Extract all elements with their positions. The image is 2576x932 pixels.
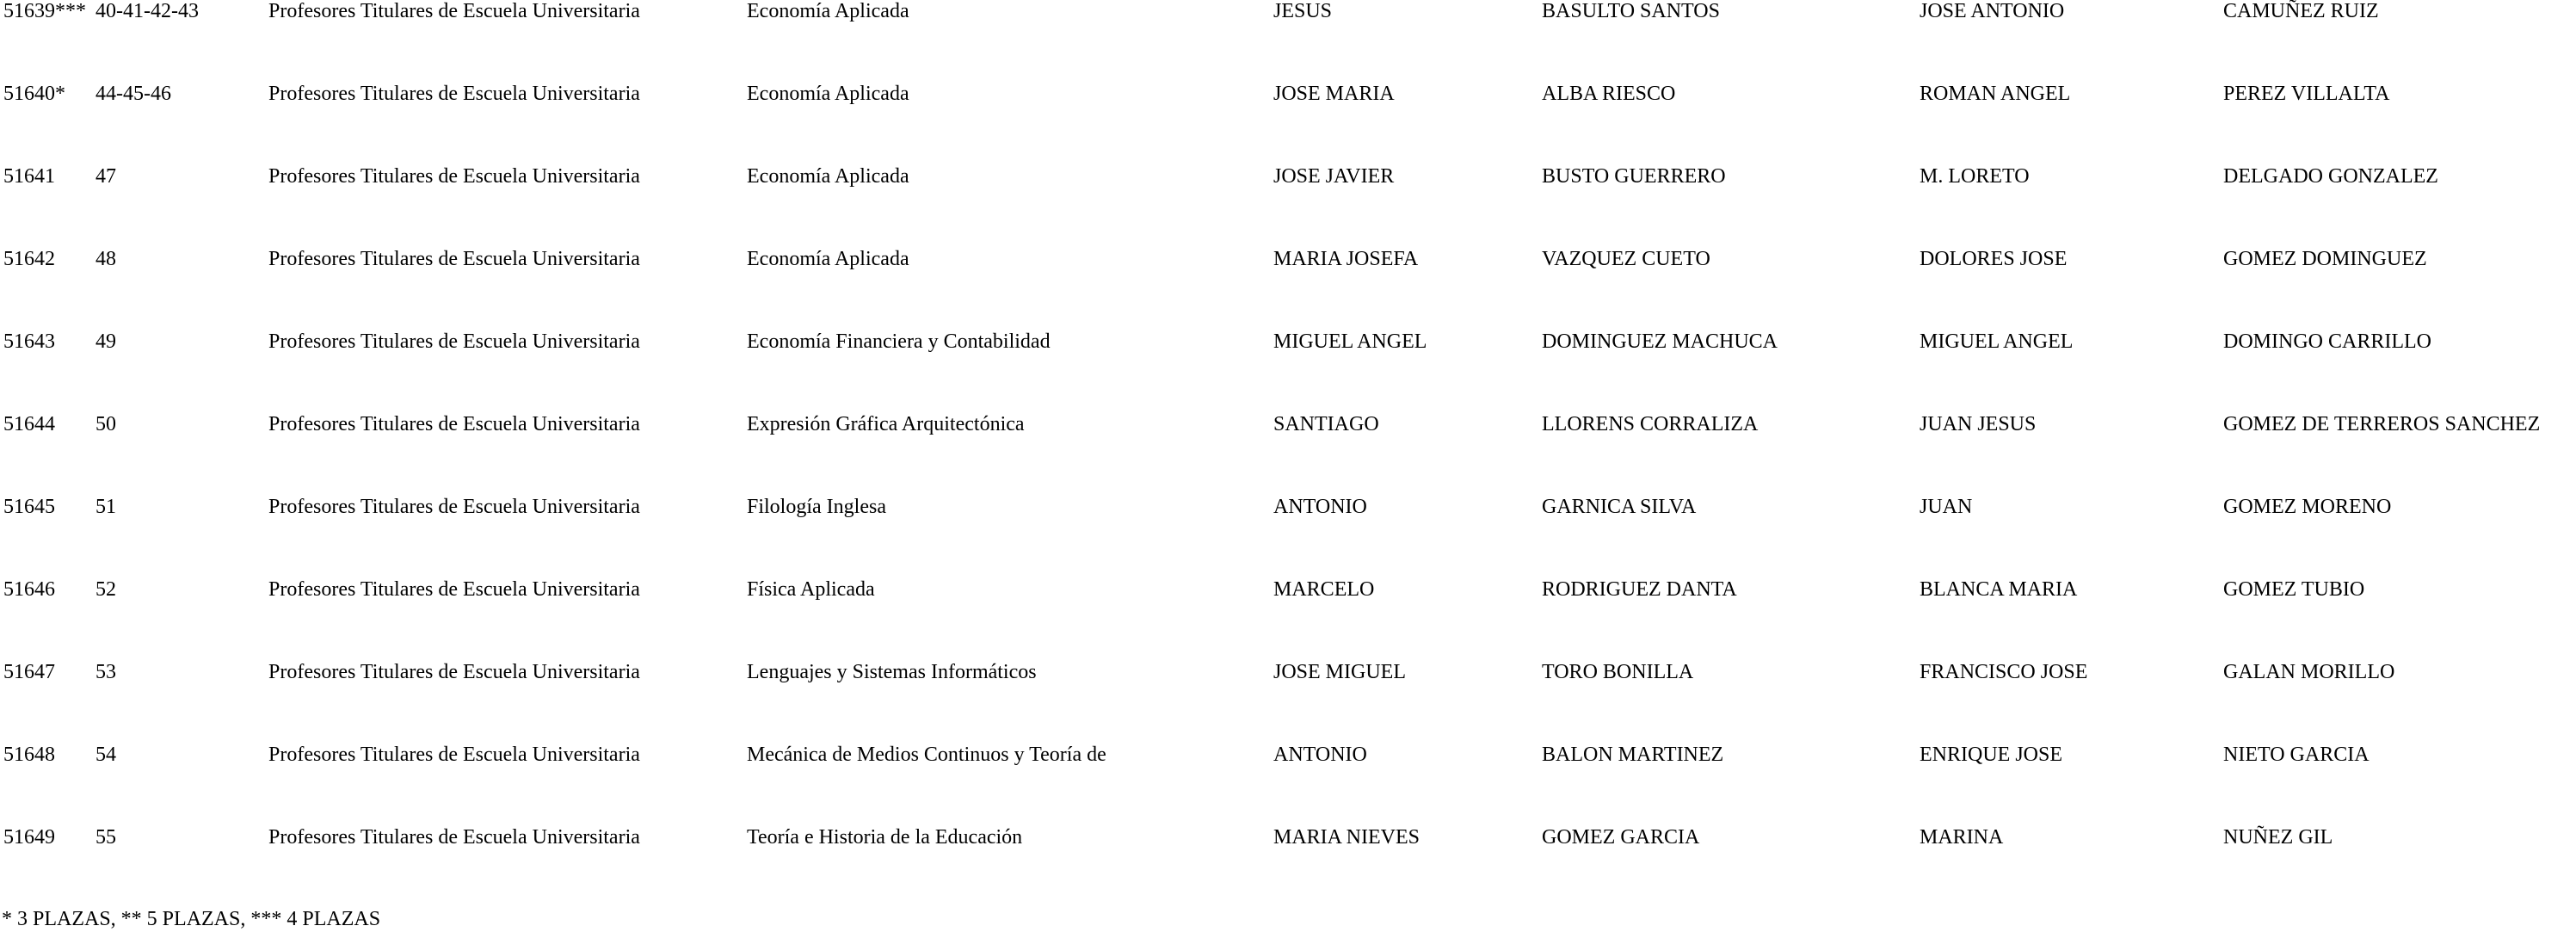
- holder-surname-cell: VAZQUEZ CUETO: [1542, 248, 1710, 270]
- holder-surname-cell: BUSTO GUERRERO: [1542, 165, 1726, 188]
- substitute-first-name-cell: JUAN JESUS: [1920, 413, 2037, 435]
- body-category-cell: Profesores Titulares de Escuela Universitaria: [268, 578, 640, 601]
- substitute-first-name-cell: DOLORES JOSE: [1920, 248, 2068, 270]
- plaza-number-cell: 55: [96, 826, 116, 849]
- table-row: [0, 742, 2576, 768]
- substitute-surname-cell: GOMEZ MORENO: [2223, 496, 2392, 518]
- plaza-code-cell: 51644: [3, 413, 55, 435]
- body-category-cell: Profesores Titulares de Escuela Universitaria: [268, 330, 640, 353]
- knowledge-area-cell: Física Aplicada: [747, 578, 875, 601]
- substitute-surname-cell: GOMEZ DOMINGUEZ: [2223, 248, 2427, 270]
- table-row: [0, 824, 2576, 850]
- substitute-surname-cell: GOMEZ DE TERREROS SANCHEZ: [2223, 413, 2541, 435]
- table-row: [0, 0, 2576, 24]
- substitute-first-name-cell: M. LORETO: [1920, 165, 2030, 188]
- holder-surname-cell: GOMEZ GARCIA: [1542, 826, 1700, 849]
- plaza-code-cell: 51645: [3, 496, 55, 518]
- substitute-first-name-cell: JOSE ANTONIO: [1920, 0, 2065, 22]
- substitute-surname-cell: GOMEZ TUBIO: [2223, 578, 2365, 601]
- holder-surname-cell: DOMINGUEZ MACHUCA: [1542, 330, 1778, 353]
- substitute-first-name-cell: MIGUEL ANGEL: [1920, 330, 2074, 353]
- holder-first-name-cell: SANTIAGO: [1273, 413, 1379, 435]
- table-row: [0, 577, 2576, 602]
- plaza-number-cell: 51: [96, 496, 116, 518]
- plaza-number-cell: 44-45-46: [96, 83, 171, 105]
- holder-surname-cell: BALON MARTINEZ: [1542, 744, 1724, 766]
- knowledge-area-cell: Economía Aplicada: [747, 248, 909, 270]
- plaza-number-cell: 53: [96, 661, 116, 683]
- holder-surname-cell: BASULTO SANTOS: [1542, 0, 1720, 22]
- holder-first-name-cell: JOSE JAVIER: [1273, 165, 1395, 188]
- holder-first-name-cell: JOSE MIGUEL: [1273, 661, 1406, 683]
- knowledge-area-cell: Economía Financiera y Contabilidad: [747, 330, 1051, 353]
- holder-first-name-cell: MIGUEL ANGEL: [1273, 330, 1427, 353]
- holder-first-name-cell: MARIA NIEVES: [1273, 826, 1420, 849]
- holder-surname-cell: GARNICA SILVA: [1542, 496, 1697, 518]
- knowledge-area-cell: Expresión Gráfica Arquitectónica: [747, 413, 1025, 435]
- plaza-code-cell: 51647: [3, 661, 55, 683]
- substitute-surname-cell: DOMINGO CARRILLO: [2223, 330, 2431, 353]
- body-category-cell: Profesores Titulares de Escuela Universitaria: [268, 826, 640, 849]
- plaza-code-cell: 51649: [3, 826, 55, 849]
- knowledge-area-cell: Mecánica de Medios Continuos y Teoría de: [747, 744, 1106, 766]
- body-category-cell: Profesores Titulares de Escuela Universitaria: [268, 744, 640, 766]
- plaza-code-cell: 51641: [3, 165, 55, 188]
- knowledge-area-cell: Lenguajes y Sistemas Informáticos: [747, 661, 1037, 683]
- plaza-code-cell: 51648: [3, 744, 55, 766]
- table-row: [0, 81, 2576, 107]
- holder-first-name-cell: ANTONIO: [1273, 744, 1367, 766]
- substitute-surname-cell: NUÑEZ GIL: [2223, 826, 2333, 849]
- substitute-surname-cell: NIETO GARCIA: [2223, 744, 2370, 766]
- substitute-first-name-cell: FRANCISCO JOSE: [1920, 661, 2088, 683]
- plaza-number-cell: 54: [96, 744, 116, 766]
- substitute-first-name-cell: ROMAN ANGEL: [1920, 83, 2071, 105]
- body-category-cell: Profesores Titulares de Escuela Universitaria: [268, 413, 640, 435]
- holder-first-name-cell: MARIA JOSEFA: [1273, 248, 1419, 270]
- body-category-cell: Profesores Titulares de Escuela Universitaria: [268, 83, 640, 105]
- substitute-first-name-cell: MARINA: [1920, 826, 2004, 849]
- plaza-code-cell: 51643: [3, 330, 55, 353]
- substitute-surname-cell: CAMUÑEZ RUIZ: [2223, 0, 2379, 22]
- knowledge-area-cell: Teoría e Historia de la Educación: [747, 826, 1023, 849]
- plaza-number-cell: 40-41-42-43: [96, 0, 199, 22]
- substitute-first-name-cell: JUAN: [1920, 496, 1973, 518]
- holder-surname-cell: LLORENS CORRALIZA: [1542, 413, 1759, 435]
- plaza-code-cell: 51642: [3, 248, 55, 270]
- holder-surname-cell: ALBA RIESCO: [1542, 83, 1676, 105]
- holder-first-name-cell: JOSE MARIA: [1273, 83, 1395, 105]
- substitute-first-name-cell: BLANCA MARIA: [1920, 578, 2078, 601]
- plaza-code-cell: 51646: [3, 578, 55, 601]
- plaza-number-cell: 48: [96, 248, 116, 270]
- table-row: [0, 411, 2576, 437]
- holder-first-name-cell: ANTONIO: [1273, 496, 1367, 518]
- holder-first-name-cell: MARCELO: [1273, 578, 1375, 601]
- body-category-cell: Profesores Titulares de Escuela Universitaria: [268, 496, 640, 518]
- table-row: [0, 494, 2576, 520]
- substitute-surname-cell: DELGADO GONZALEZ: [2223, 165, 2438, 188]
- body-category-cell: Profesores Titulares de Escuela Universitaria: [268, 0, 640, 22]
- holder-first-name-cell: JESUS: [1273, 0, 1333, 22]
- knowledge-area-cell: Economía Aplicada: [747, 83, 909, 105]
- plaza-code-cell: 51640*: [3, 83, 65, 105]
- table-row: [0, 246, 2576, 272]
- holder-surname-cell: RODRIGUEZ DANTA: [1542, 578, 1737, 601]
- substitute-surname-cell: PEREZ VILLALTA: [2223, 83, 2390, 105]
- table-row: [0, 329, 2576, 355]
- substitute-first-name-cell: ENRIQUE JOSE: [1920, 744, 2062, 766]
- body-category-cell: Profesores Titulares de Escuela Universitaria: [268, 248, 640, 270]
- plaza-number-cell: 47: [96, 165, 116, 188]
- plaza-number-cell: 52: [96, 578, 116, 601]
- substitute-surname-cell: GALAN MORILLO: [2223, 661, 2395, 683]
- knowledge-area-cell: Economía Aplicada: [747, 0, 909, 22]
- plaza-number-cell: 50: [96, 413, 116, 435]
- knowledge-area-cell: Filología Inglesa: [747, 496, 886, 518]
- holder-surname-cell: TORO BONILLA: [1542, 661, 1694, 683]
- table-row: [0, 659, 2576, 685]
- body-category-cell: Profesores Titulares de Escuela Universitaria: [268, 661, 640, 683]
- plaza-number-cell: 49: [96, 330, 116, 353]
- footnote: * 3 PLAZAS, ** 5 PLAZAS, *** 4 PLAZAS: [2, 908, 381, 930]
- table-row: [0, 164, 2576, 189]
- body-category-cell: Profesores Titulares de Escuela Universitaria: [268, 165, 640, 188]
- knowledge-area-cell: Economía Aplicada: [747, 165, 909, 188]
- plaza-code-cell: 51639***: [3, 0, 86, 22]
